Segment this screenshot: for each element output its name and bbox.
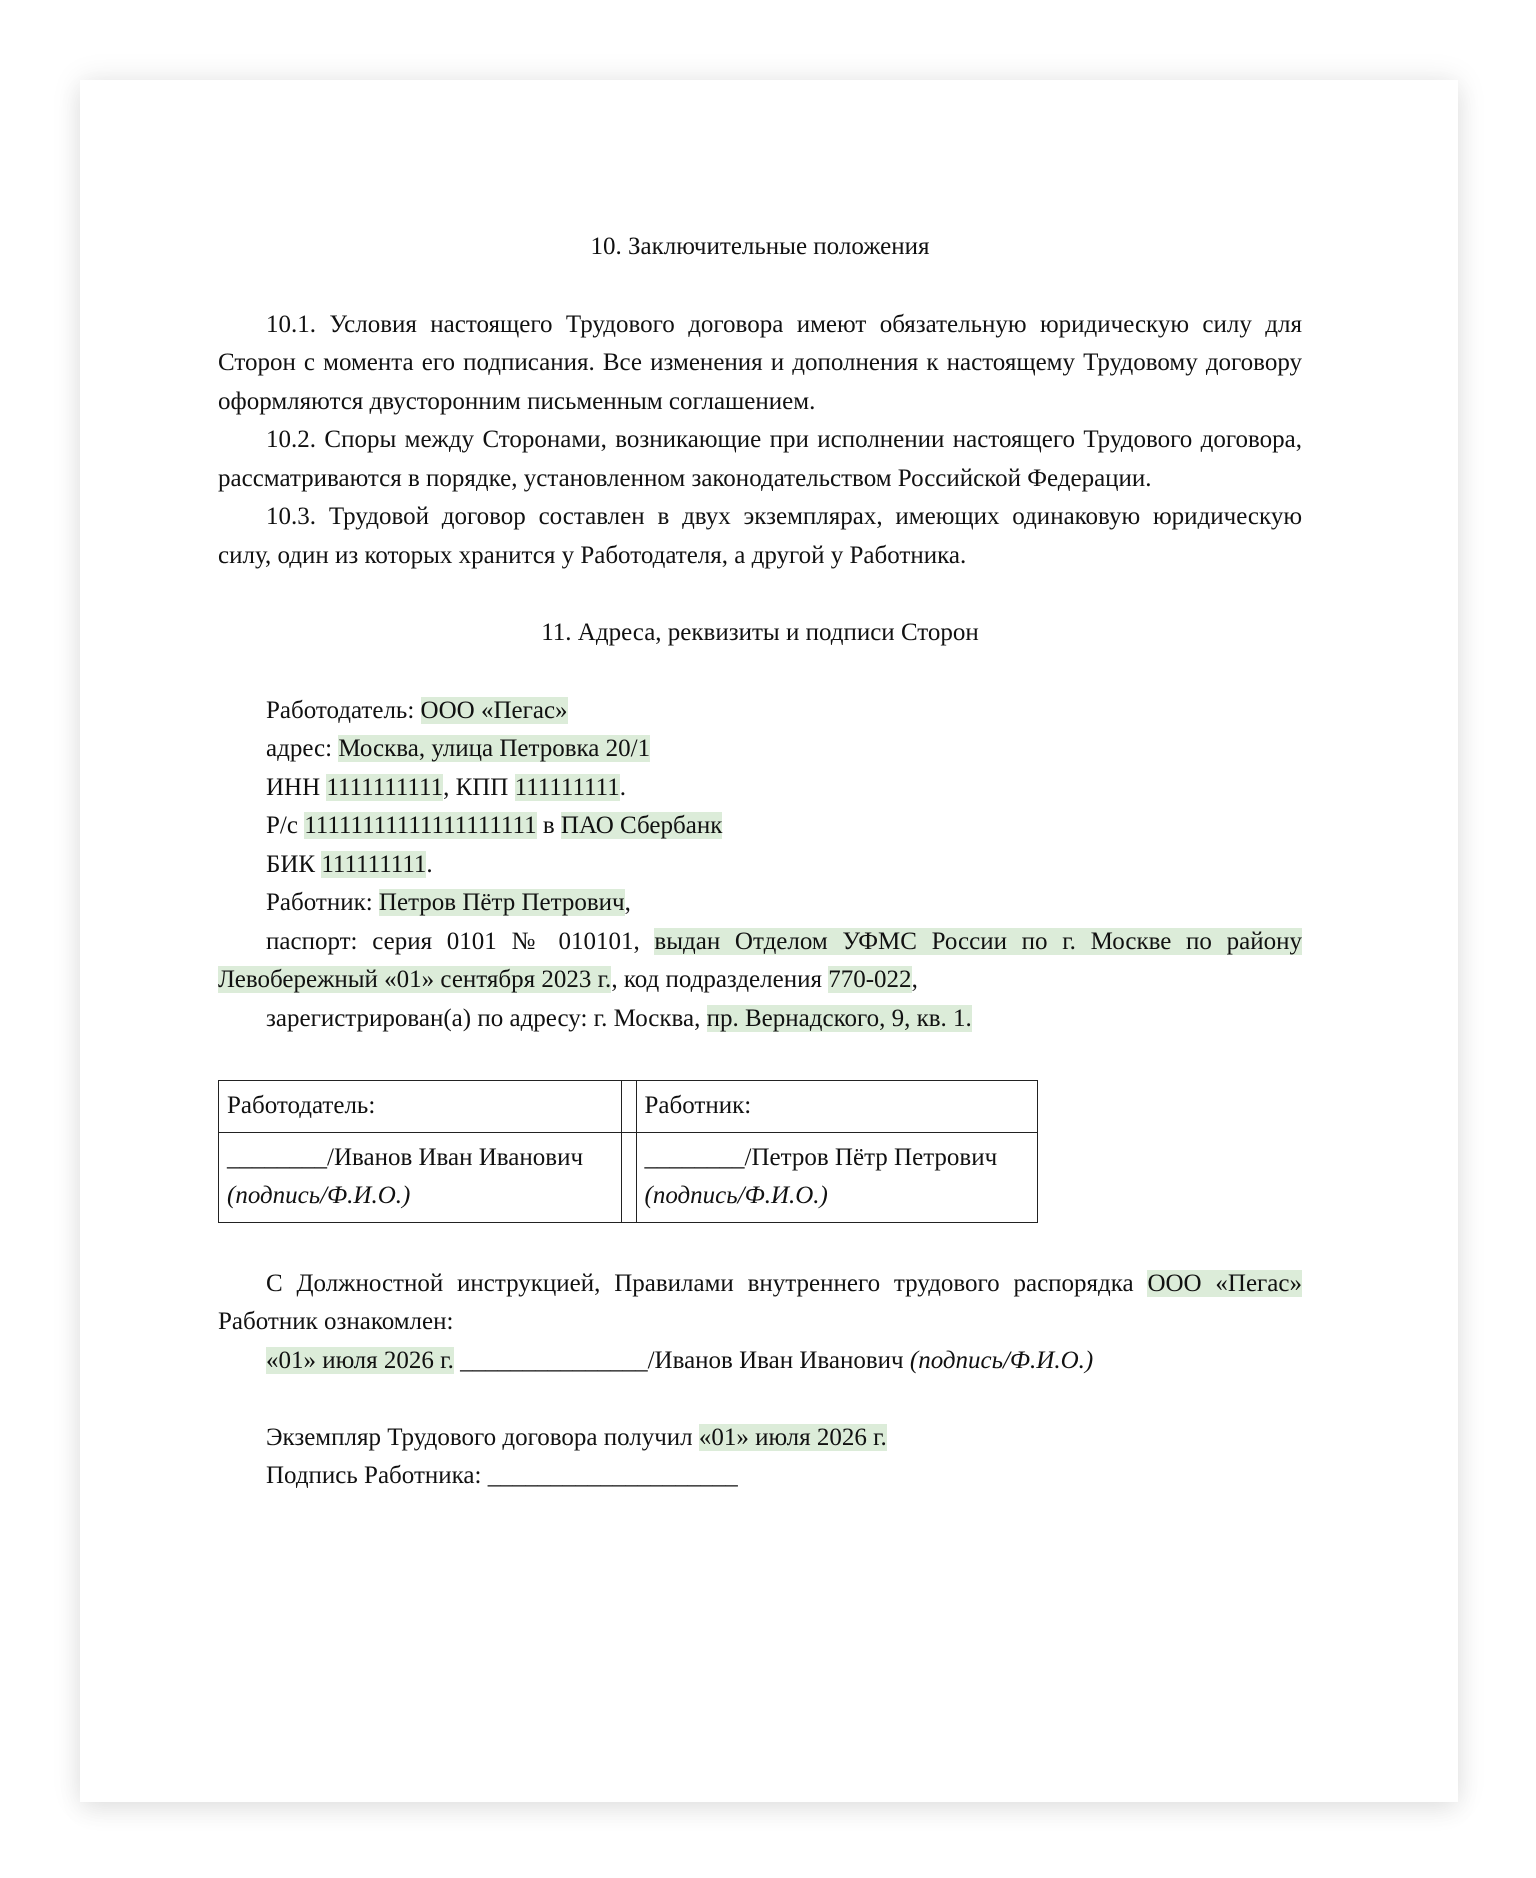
acknowledgement-text-end: Работник ознакомлен:	[218, 1308, 454, 1335]
employer-line	[218, 692, 1302, 731]
passport-line	[218, 923, 1302, 1000]
employer-address: Москва, улица Петровка 20/1	[338, 735, 651, 762]
bik-dot: .	[426, 850, 433, 878]
account-value: 11111111111111111111	[304, 812, 537, 839]
address-label: адрес:	[266, 735, 339, 762]
employee-comma: ,	[624, 889, 631, 916]
acknowledgement-date: «01» июля 2026 г.	[266, 1346, 454, 1374]
signature-table-sign-row	[219, 1132, 1038, 1222]
employer-sign-hint: (подпись/Ф.И.О.)	[227, 1182, 411, 1209]
acknowledgement-sign-hint: (подпись/Ф.И.О.)	[909, 1346, 1094, 1374]
bik-line	[218, 846, 1302, 885]
inn-kpp-dot: .	[619, 773, 626, 801]
passport-text: паспорт: серия 0101 № 010101,	[266, 927, 655, 955]
employee-line	[218, 884, 1302, 923]
employee-label: Работник:	[266, 889, 379, 916]
acknowledgement-text: С Должностной инструкцией, Правилами внутреннего трудового распорядка	[266, 1269, 1148, 1297]
paragraph-10-3: 10.3. Трудовой договор составлен в двух экземплярах, имеющих одинаковую юридическую силу, один из которых хранится у Работодателя, а другой у Работника.	[218, 503, 1302, 569]
paragraph-10-2: 10.2. Споры между Сторонами, возникающие при исполнении настоящего Трудового договора, рассматриваются в порядке, установленном законодательством Российской Федерации.	[218, 426, 1302, 492]
employer-sign-cell	[219, 1132, 622, 1222]
employee-header-cell: Работник:	[636, 1081, 1037, 1133]
copy-received-date: «01» июля 2026 г.	[698, 1423, 887, 1451]
kpp-label: , КПП	[443, 773, 515, 801]
document-page	[80, 80, 1458, 1802]
document-content	[218, 228, 1302, 1496]
section-11-title: 11. Адреса, реквизиты и подписи Сторон	[541, 619, 979, 646]
bik-label: БИК	[266, 850, 322, 878]
account-label: Р/с	[266, 812, 305, 839]
account-line	[218, 807, 1302, 846]
copy-received-text: Экземпляр Трудового договора получил	[266, 1423, 699, 1451]
paragraph-10-1: 10.1. Условия настоящего Трудового договора имеют обязательную юридическую силу для Сторон с момента его подписания. Все изменения и дополнения к настоящему Трудовому договору оформляются двусторонним письменным соглашением.	[218, 310, 1302, 415]
employee-sign-text: ________/Петров Пётр Петрович	[644, 1143, 998, 1171]
copy-received-line	[218, 1419, 1302, 1458]
bik-value: 111111111	[321, 850, 427, 878]
employee-signature-line: Подпись Работника: ____________________	[266, 1462, 738, 1489]
inn-value: 1111111111	[326, 773, 444, 801]
acknowledgement-sign-line	[218, 1342, 1302, 1381]
signature-table-header-row	[219, 1081, 1038, 1133]
acknowledgement-paragraph	[218, 1265, 1302, 1342]
gap-cell	[622, 1132, 636, 1222]
employer-header-cell: Работодатель:	[219, 1081, 622, 1133]
employer-sign-text: ________/Иванов Иван Иванович	[227, 1143, 584, 1171]
registered-label: зарегистрирован(а) по адресу: г. Москва,	[266, 1004, 707, 1032]
acknowledgement-company: ООО «Пегас»	[1147, 1269, 1302, 1297]
employee-sign-cell	[636, 1132, 1037, 1222]
bank-name: ПАО Сбербанк	[560, 812, 723, 839]
signature-table	[218, 1080, 1038, 1223]
employer-label: Работодатель:	[266, 696, 421, 724]
acknowledgement-sign: _______________/Иванов Иван Иванович	[453, 1346, 910, 1374]
inn-kpp-line	[218, 769, 1302, 808]
section-10-title: 10. Заключительные положения	[590, 233, 930, 260]
division-label: , код подразделения	[611, 966, 829, 993]
passport-comma: ,	[911, 966, 918, 993]
division-code: 770-022	[828, 966, 912, 993]
employee-name: Петров Пётр Петрович	[378, 889, 625, 916]
gap-cell	[622, 1081, 636, 1133]
address-line	[218, 730, 1302, 769]
kpp-value: 111111111	[514, 773, 620, 801]
employer-name: ООО «Пегас»	[420, 696, 568, 724]
bank-prep: в	[536, 812, 561, 839]
registered-line	[218, 1000, 1302, 1039]
passport-issued: выдан Отделом УФМС России по г. Москве по району Левобережный «01» сентября 2023 г.	[218, 927, 1302, 993]
employee-sign-hint: (подпись/Ф.И.О.)	[644, 1182, 828, 1209]
inn-label: ИНН	[266, 773, 327, 801]
spacer	[218, 1380, 1302, 1419]
registered-address: пр. Вернадского, 9, кв. 1.	[706, 1004, 972, 1032]
